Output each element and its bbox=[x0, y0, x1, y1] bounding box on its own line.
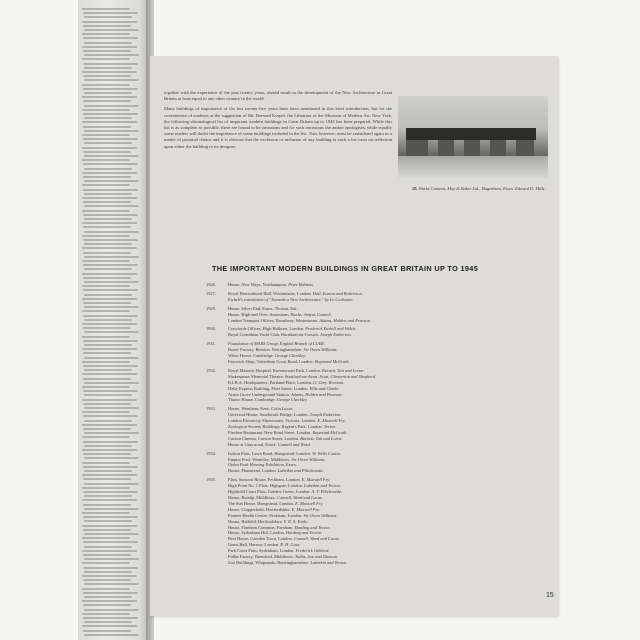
left-page-text-line bbox=[82, 399, 137, 401]
left-page-text-line bbox=[83, 37, 138, 39]
left-page-text-line bbox=[83, 378, 131, 380]
list-item bbox=[228, 282, 546, 288]
left-page-text-line bbox=[84, 394, 132, 396]
left-page-text-line bbox=[83, 529, 131, 531]
left-page-text-line bbox=[83, 478, 131, 480]
left-page-text-line bbox=[82, 436, 130, 438]
left-page-text-line bbox=[83, 277, 131, 279]
building-name: House, New Ways, Northampton. bbox=[228, 282, 288, 287]
left-page-text-line bbox=[84, 382, 139, 384]
architect-name: Tubbs, Son and Duncan. bbox=[294, 554, 338, 560]
left-page-text-line bbox=[84, 407, 139, 409]
architect-name: Lubetkin and Tecton. bbox=[310, 559, 348, 565]
left-page-text-line bbox=[82, 96, 137, 98]
left-page-text-line bbox=[84, 67, 132, 69]
year-block bbox=[206, 326, 546, 338]
photo-caption bbox=[412, 186, 548, 192]
architect-name: Harding and Tecton. bbox=[294, 524, 331, 530]
building-name: House, Chipperfield, Hertfordshire. bbox=[228, 506, 291, 512]
building-name: House, High and Over, Amersham, Bucks. bbox=[228, 311, 303, 317]
left-page-text-line bbox=[84, 142, 132, 144]
left-page-text-line bbox=[83, 504, 131, 506]
left-page-text-line bbox=[82, 222, 137, 224]
left-page-text-line bbox=[84, 470, 132, 472]
left-page-text-line bbox=[82, 121, 137, 123]
left-page-text-line bbox=[82, 550, 137, 552]
left-page-text-line bbox=[84, 432, 139, 434]
year-label: 1929. bbox=[206, 305, 216, 311]
left-page-text-line bbox=[84, 294, 132, 296]
building-name: Curzon Cinema, Curzon Street, London. bbox=[228, 435, 300, 441]
left-page-text-line bbox=[83, 50, 131, 52]
left-page-text-line bbox=[84, 130, 139, 132]
left-page-text-line bbox=[83, 100, 131, 102]
left-page-text-line bbox=[84, 105, 139, 107]
left-page-text-line bbox=[82, 197, 137, 199]
architect-name: Frederick Gibberd. bbox=[295, 548, 330, 554]
intro-text bbox=[164, 90, 392, 154]
architect-name: Joseph Emberton. bbox=[319, 332, 352, 338]
left-page-text-line bbox=[82, 8, 130, 10]
left-page-text-line bbox=[84, 29, 139, 31]
left-page-text-line bbox=[84, 180, 139, 182]
building-name: Royal Masonic Hospital, Ravenscourt Park, London. bbox=[228, 367, 321, 373]
left-page-text-line bbox=[84, 92, 132, 94]
left-page-text-line bbox=[84, 193, 132, 195]
year-block bbox=[206, 477, 546, 566]
architect-name: Hall, Easton and Robertson. bbox=[312, 290, 363, 296]
left-page-text-line bbox=[83, 88, 138, 90]
architect-name: E. Maxwell Fry. bbox=[301, 477, 331, 483]
left-page-text-line bbox=[83, 75, 131, 77]
building-name: Universal House, Southwark Bridge, London. bbox=[228, 412, 309, 418]
left-page-text-line bbox=[84, 357, 139, 359]
left-page-text-line bbox=[84, 256, 139, 258]
left-page-text-line bbox=[84, 520, 132, 522]
left-page-text-line bbox=[82, 260, 130, 262]
architect-name: Lubetkin and Pilichowski. bbox=[277, 468, 324, 474]
year-block bbox=[206, 291, 546, 303]
building-name: Crawfords Offices, High Holborn, London. bbox=[228, 326, 305, 332]
left-page-text-line bbox=[83, 592, 138, 594]
building-name: Pullin Factory, Brentford, Middlesex. bbox=[228, 554, 294, 560]
year-label: 1935. bbox=[206, 477, 216, 483]
architect-name: Tecton. bbox=[323, 424, 337, 430]
left-page-text-line bbox=[82, 147, 137, 149]
architect-name: Peter Behrens. bbox=[288, 282, 315, 287]
left-page-text-line bbox=[82, 134, 130, 136]
left-page-text-line bbox=[83, 126, 131, 128]
list-item bbox=[228, 318, 546, 324]
list-item bbox=[228, 468, 546, 474]
left-page-text-line bbox=[82, 109, 130, 111]
left-page-text-line bbox=[82, 210, 130, 212]
year-label: 1931. bbox=[206, 341, 216, 347]
architect-name: Sir Owen Williams. bbox=[303, 512, 338, 518]
left-page-text-line bbox=[83, 390, 138, 392]
building-name: Empire Pool, Wembley, Middlesex. bbox=[228, 456, 291, 462]
left-page-text-line bbox=[82, 71, 137, 73]
left-page-text-line bbox=[82, 499, 137, 501]
left-page-text-line bbox=[82, 348, 137, 350]
left-page-text-line bbox=[82, 33, 130, 35]
left-page-text-line bbox=[83, 239, 138, 241]
building-name: House, Plumstead, London. bbox=[228, 468, 277, 474]
left-page-text-line bbox=[83, 453, 131, 455]
left-page-text-line bbox=[82, 487, 130, 489]
list-item bbox=[228, 397, 546, 403]
left-page-text-line bbox=[83, 214, 138, 216]
left-page-text-line bbox=[83, 302, 131, 304]
architect-name: E. Maxwell Fry. bbox=[317, 418, 346, 424]
building-name: House, Hatfield, Hertfordshire. bbox=[228, 518, 283, 524]
building-name: House, Sydenham Hill, London. bbox=[228, 530, 285, 536]
left-page-text-line bbox=[82, 46, 137, 48]
building-name: House, Wentham, Kent. bbox=[228, 406, 270, 412]
year-label: 1927. bbox=[206, 290, 216, 296]
left-page-text-line bbox=[82, 575, 137, 577]
left-page-text-line bbox=[84, 508, 139, 510]
architect-name: Thomas Tait. bbox=[274, 305, 298, 311]
left-page-text-line bbox=[84, 609, 139, 611]
left-page-text-line bbox=[82, 588, 130, 590]
left-page-text-line bbox=[82, 159, 130, 161]
left-page-text-line bbox=[82, 512, 130, 514]
left-page-text-line bbox=[83, 617, 138, 619]
left-page-text-line bbox=[83, 12, 138, 14]
left-page-text-line bbox=[84, 268, 132, 270]
left-page-text-line bbox=[83, 579, 131, 581]
left-page-text-line bbox=[82, 184, 130, 186]
left-page-text-line bbox=[82, 298, 137, 300]
building-name: Isokon Flats, Lawn Road, Hampstead, London. bbox=[228, 450, 312, 456]
building-list bbox=[206, 282, 546, 569]
building-name: R.I.B.A. Headquarters, Portland Place, London. bbox=[228, 379, 313, 385]
left-page-text-line bbox=[82, 373, 137, 375]
intro-paragraph-1: together with the experience of the past twenty years, should result in the development of the New Architecture in Great Britain at least equal to any other country in the world. bbox=[164, 90, 392, 102]
left-page-text-line bbox=[83, 516, 138, 518]
list-item bbox=[228, 442, 546, 448]
left-page-text-line bbox=[83, 340, 138, 342]
left-page-text-line bbox=[84, 117, 132, 119]
left-page-edge bbox=[78, 0, 150, 640]
building-name: House at Graywood, Essex. bbox=[228, 441, 277, 447]
left-page-text-line bbox=[83, 113, 138, 115]
architect-name: Raymond McGrath. bbox=[314, 358, 350, 364]
list-item bbox=[228, 332, 546, 338]
left-page-text-line bbox=[83, 189, 138, 191]
left-page-text-line bbox=[82, 336, 130, 338]
architect-name: George Checkley. bbox=[274, 353, 307, 359]
figure-number: 18. bbox=[412, 186, 418, 191]
left-page-text-line bbox=[83, 289, 138, 291]
building-name: House, Ruislip, Middlesex. bbox=[228, 495, 276, 500]
building-name: The Sun House, Hampstead, London. bbox=[228, 500, 294, 506]
building-name: Arnos Grove Underground Station. bbox=[228, 391, 290, 397]
architect-name: Etchell's translation of "Towards a New Architecture," by Le Corbusier. bbox=[228, 296, 354, 302]
left-page-text-line bbox=[83, 252, 131, 254]
architect-name: Colin Lucas. bbox=[271, 406, 294, 412]
left-page-text-line bbox=[82, 58, 130, 60]
architect-name: Adams, Holden and Pearson. bbox=[290, 391, 343, 397]
left-page-text-line bbox=[82, 361, 130, 363]
left-page-text-line bbox=[83, 403, 131, 405]
architect-name: Connell and Ward. bbox=[277, 441, 311, 447]
left-page-text-line bbox=[82, 273, 137, 275]
building-photo bbox=[398, 96, 548, 178]
left-page-text-line bbox=[84, 495, 132, 497]
building-name: Flats, Sassoon House, Peckham, London. bbox=[228, 477, 301, 483]
list-item bbox=[228, 297, 546, 303]
left-page-text-line bbox=[83, 491, 138, 493]
building-name: Park Court Flats, Sydenham, London. bbox=[228, 548, 295, 554]
architect-name: E. Maxwell Fry. bbox=[291, 506, 320, 512]
building-name: High Point No. 1 Flats, Highgate, London. bbox=[228, 483, 303, 489]
left-page-text-line bbox=[84, 558, 139, 560]
left-page-text-line bbox=[84, 420, 132, 422]
year-label: 1932. bbox=[206, 367, 216, 373]
left-page-text-line bbox=[82, 474, 137, 476]
left-page-text-line bbox=[84, 319, 132, 321]
left-page-text-line bbox=[82, 21, 137, 23]
left-page-text-line bbox=[84, 42, 132, 44]
year-label: 1930. bbox=[206, 326, 216, 332]
left-page-text-line bbox=[82, 323, 137, 325]
left-page-text-line bbox=[84, 243, 132, 245]
left-page-text-line bbox=[83, 163, 138, 165]
architect-name: W. Wells Coates. bbox=[312, 450, 342, 456]
left-page-text-line bbox=[82, 449, 137, 451]
left-page-text-line bbox=[83, 428, 131, 430]
architect-name: Harding and Tecton. bbox=[285, 530, 323, 536]
architect-name: G. Grey Wornum. bbox=[313, 379, 345, 385]
left-page-text-line bbox=[84, 546, 132, 548]
left-page-text-line bbox=[82, 613, 130, 615]
left-page-text-line bbox=[84, 483, 139, 485]
left-page-text-line bbox=[83, 466, 138, 468]
building-name: Earswick Shop, Tottenham Court Road, London. bbox=[228, 358, 314, 364]
left-page-text-line bbox=[83, 25, 131, 27]
building-name: Highfield Court Flats, Golders Green, London. bbox=[228, 489, 311, 495]
building-name: Daily Express Building, Fleet Street, London. bbox=[228, 385, 309, 391]
left-page-text-line bbox=[83, 327, 131, 329]
left-page-text-line bbox=[84, 571, 132, 573]
left-page-text-line bbox=[83, 415, 138, 417]
building-name: Zoo Buildings, Whipsnade, Buckinghamshire. bbox=[228, 559, 310, 565]
architect-name: Gidea Park Housing Exhibition, Essex. bbox=[228, 462, 298, 468]
left-page-text-line bbox=[82, 235, 130, 237]
left-page-text-line bbox=[82, 411, 130, 413]
architect-name: Adams, Holden and Pearson. bbox=[319, 317, 371, 323]
architect-name: Raymond McGrath. bbox=[312, 429, 348, 435]
left-page-text-line bbox=[84, 331, 139, 333]
left-page-text-line bbox=[83, 567, 138, 569]
left-page-text-line bbox=[82, 84, 130, 86]
left-page-text-line bbox=[83, 604, 131, 606]
right-page bbox=[150, 56, 558, 616]
left-page-text-line bbox=[82, 172, 137, 174]
building-name: House, Farnham Common, Farnham. bbox=[228, 524, 294, 530]
left-page-text-line bbox=[82, 386, 130, 388]
list-item bbox=[228, 560, 546, 566]
left-page-text-line bbox=[82, 424, 137, 426]
left-page-text-line bbox=[82, 525, 137, 527]
left-page-text-line bbox=[84, 281, 139, 283]
year-block bbox=[206, 406, 546, 447]
building-name: House, Silver End, Essex. bbox=[228, 305, 274, 311]
left-page-text-line bbox=[84, 54, 139, 56]
architect-name: Foundation of MARS Group, English Branch of CIAM. bbox=[228, 341, 325, 347]
architect-name: F. R. S. Yorke. bbox=[283, 518, 309, 524]
left-page-text-line bbox=[83, 151, 131, 153]
left-page-text-line bbox=[84, 205, 139, 207]
left-page-text-line bbox=[84, 621, 132, 623]
building-name: London Transport Offices, Broadway, Westminster. bbox=[228, 317, 319, 323]
year-label: 1934. bbox=[206, 450, 216, 456]
building-name: Finchen Restaurant, New Bond Street, London. bbox=[228, 429, 312, 435]
left-page-text-line bbox=[84, 634, 139, 636]
architect-name: E. Maxwell Fry. bbox=[295, 500, 324, 506]
building-name: Royal Corinthian Yacht Club, Burnham-on-Crouch. bbox=[228, 332, 319, 338]
left-page-text-line bbox=[82, 310, 130, 312]
building-name: White House, Cambridge. bbox=[228, 353, 274, 359]
left-page-text-line bbox=[83, 541, 138, 543]
left-page-text-line bbox=[83, 554, 131, 556]
architect-name: A. V. Pilichowski. bbox=[311, 489, 343, 495]
left-page-text-line bbox=[82, 537, 130, 539]
left-page-text-line bbox=[83, 226, 131, 228]
left-page-text-line bbox=[84, 16, 132, 18]
left-page-text-line bbox=[84, 218, 132, 220]
year-block bbox=[206, 451, 546, 475]
year-label: 1933. bbox=[206, 406, 216, 412]
architect-name: Connell, Ward and Lucas. bbox=[293, 536, 340, 542]
left-page-text-line bbox=[84, 168, 132, 170]
left-page-text-line bbox=[84, 344, 132, 346]
left-page-text-line bbox=[83, 264, 138, 266]
left-page-text-line bbox=[83, 138, 138, 140]
architect-name: Joseph Emberton. bbox=[309, 412, 342, 418]
architect-name: Sir Owen Williams. bbox=[303, 347, 338, 353]
building-name: Thurso House, Cambridge. bbox=[228, 397, 276, 403]
left-page-text-line bbox=[83, 201, 131, 203]
left-page-text-line bbox=[83, 315, 138, 317]
left-page-text-line bbox=[84, 445, 132, 447]
architect-name: George Checkley. bbox=[276, 397, 308, 403]
year-block bbox=[206, 341, 546, 365]
left-page-text-line bbox=[84, 583, 139, 585]
building-name: Shakespeare Memorial Theatre, Stratford-on-Avon. bbox=[228, 373, 319, 379]
building-name: Royal Horticultural Hall, Westminster, London. bbox=[228, 290, 312, 296]
year-label: 1926. bbox=[206, 282, 216, 287]
architect-name: Burnett, Tait and Lorne. bbox=[300, 435, 343, 441]
left-page-text-line bbox=[83, 630, 131, 632]
building-name: Pioneer Health Centre, Peckham, London. bbox=[228, 512, 303, 518]
left-page-text-line bbox=[82, 247, 137, 249]
left-page-text-line bbox=[83, 441, 138, 443]
architect-name: Ellis and Clarke. bbox=[309, 385, 340, 391]
left-page-text-line bbox=[84, 231, 139, 233]
architect-name: R. H. Goss. bbox=[280, 542, 301, 548]
left-page-text-line bbox=[83, 352, 131, 354]
left-page-text-line bbox=[83, 63, 138, 65]
building-name: London Electricity Showrooms, Victoria, London. bbox=[228, 418, 317, 424]
left-page-text-line bbox=[83, 176, 131, 178]
list-item bbox=[228, 359, 546, 365]
left-page-text-line bbox=[84, 155, 139, 157]
architect-name: Burnett, Tait and Lorne. bbox=[322, 367, 365, 373]
left-page-text-line bbox=[82, 562, 130, 564]
building-name: Zoological Society Buildings, Regent's Park, London. bbox=[228, 424, 323, 430]
building-name: Gems Hall, Harrow, London. bbox=[228, 542, 280, 548]
left-page-text-line bbox=[84, 596, 132, 598]
architect-name: Scott, Chesterton and Shepherd. bbox=[319, 373, 377, 379]
intro-paragraph-2: Many buildings of importance of the last twenty-five years have been mentioned in this brief introduction, but for the convenience of students at the suggestion of Mr. Bernard Kurpel, the Librarian of the Museum of Modern Art, New York, the following chronological list of important modern buildings in Great Britain up to 1945 has been prepared. While this list is as complete as possible, there are bound to be omissions and for such omissions the author apologises, while equally some readers will doubt the importance of some buildings included in the list. This, however, must be considered again as a matter of personal choice and it is obvious that the exclusion or inclusion of any building in such a list casts no reflection upon either the building or its designer. bbox=[164, 106, 392, 149]
building-name: Boots' Factory, Beeston, Nottinghamshire. bbox=[228, 347, 303, 353]
left-page-text-line bbox=[84, 457, 139, 459]
architect-name: Amyas Connell. bbox=[303, 311, 332, 317]
list-title: THE IMPORTANT MODERN BUILDINGS IN GREAT BRITAIN UP TO 1945 bbox=[212, 264, 479, 273]
left-page-text-line bbox=[82, 625, 137, 627]
left-page-text-line bbox=[82, 600, 137, 602]
page-number: 15 bbox=[546, 592, 554, 599]
left-page-text-line bbox=[84, 533, 139, 535]
architect-name: Frederick Etchell and Welch. bbox=[305, 326, 357, 332]
architect-name: Sir Owen Williams. bbox=[291, 456, 326, 462]
left-page-text-line bbox=[84, 79, 139, 81]
caption-text: Works Canteen, May & Baker Ltd., Dagenham, Essex. Edward D. Mills. bbox=[418, 186, 546, 191]
year-block bbox=[206, 306, 546, 324]
architect-name: Connell, Ward and Lucas. bbox=[277, 495, 323, 500]
year-block bbox=[206, 282, 546, 288]
left-page-text-line bbox=[84, 369, 132, 371]
left-page-text-line bbox=[83, 365, 138, 367]
architect-name: Lubetkin and Tecton. bbox=[304, 483, 341, 489]
year-block bbox=[206, 368, 546, 403]
left-page-text-line bbox=[82, 462, 130, 464]
building-name: Rest House, Camden Town, London. bbox=[228, 536, 293, 542]
left-page-text-line bbox=[82, 285, 130, 287]
left-page-text-line bbox=[84, 306, 139, 308]
